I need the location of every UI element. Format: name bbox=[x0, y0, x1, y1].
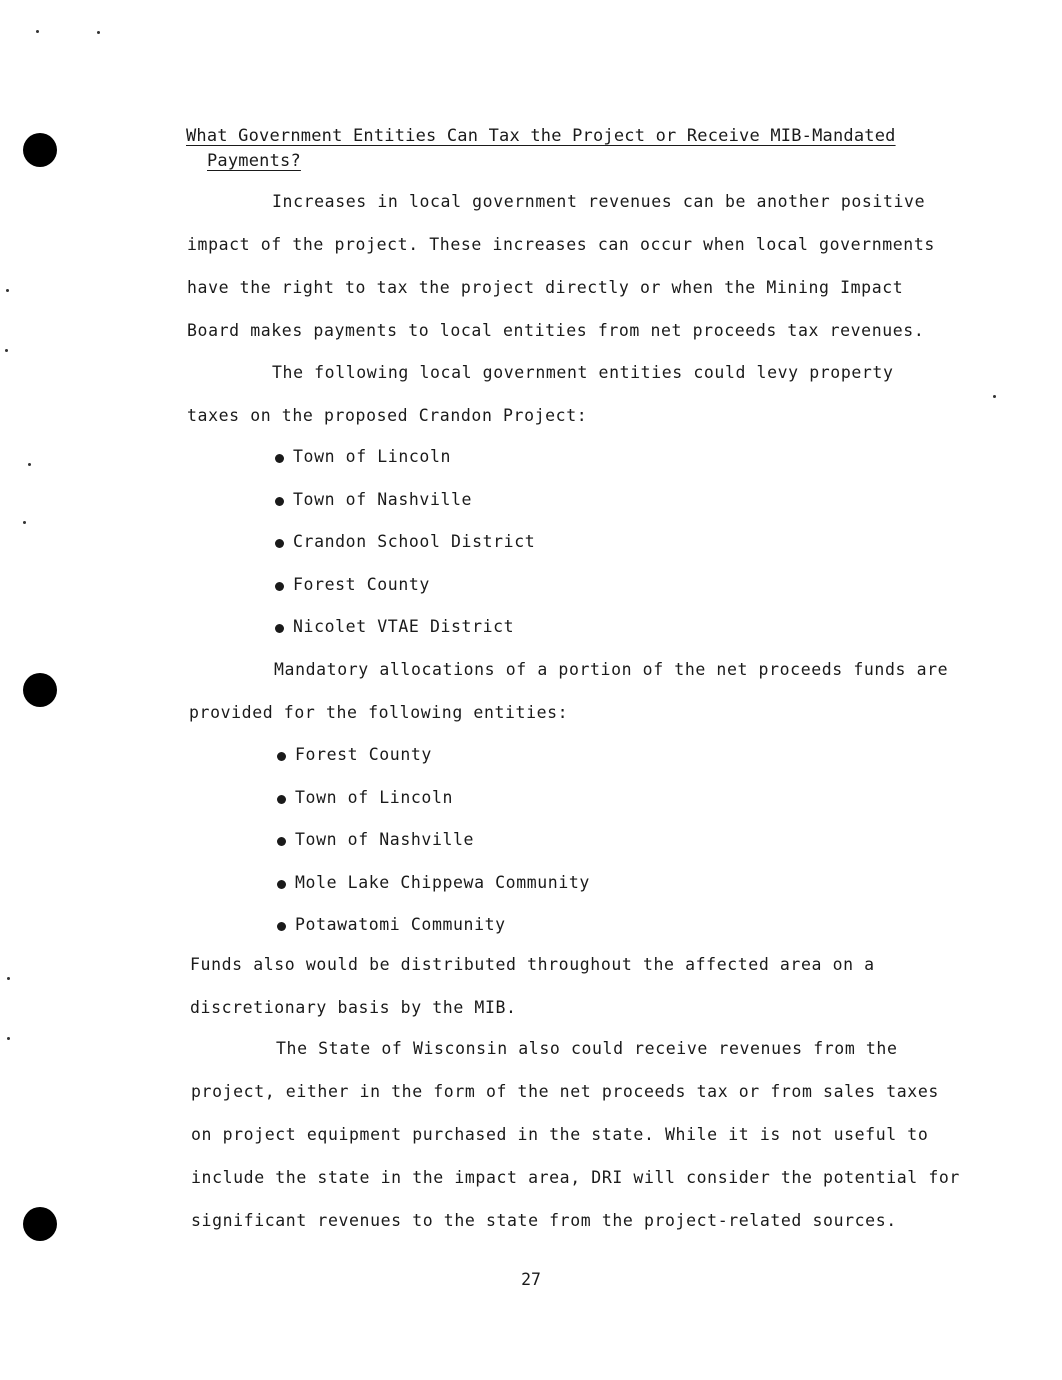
list-item: Town of Lincoln bbox=[273, 436, 535, 479]
text-line: taxes on the proposed Crandon Project: bbox=[187, 406, 588, 425]
scan-speck bbox=[6, 289, 9, 292]
scan-speck bbox=[5, 349, 8, 352]
text-line: provided for the following entities: bbox=[189, 703, 569, 722]
text-line: impact of the project. These increases can occur when local governments bbox=[187, 235, 935, 254]
section-heading-line-1: What Government Entities Can Tax the Project or Receive MIB-Mandated bbox=[186, 126, 896, 146]
scan-speck bbox=[23, 521, 26, 524]
paragraph-discretionary-funds bbox=[190, 943, 875, 1029]
text-line: on project equipment purchased in the state. While it is not useful to bbox=[191, 1125, 929, 1144]
list-item: Nicolet VTAE District bbox=[273, 606, 535, 649]
taxing-entities-list bbox=[273, 436, 535, 649]
paragraph-revenues bbox=[187, 180, 935, 352]
text-line: Board makes payments to local entities from net proceeds tax revenues. bbox=[187, 321, 925, 340]
punch-hole-middle bbox=[23, 673, 57, 707]
text-line: Mandatory allocations of a portion of the net proceeds funds are bbox=[274, 660, 949, 679]
list-item: Forest County bbox=[273, 564, 535, 607]
scan-speck bbox=[7, 1037, 10, 1040]
text-line: Increases in local government revenues can be another positive bbox=[272, 192, 926, 211]
paragraph-state-revenues bbox=[191, 1027, 960, 1242]
paragraph-mandatory-allocations bbox=[189, 648, 948, 734]
text-line: The State of Wisconsin also could receive revenues from the bbox=[276, 1039, 898, 1058]
section-heading-line-2: Payments? bbox=[207, 151, 301, 171]
punch-hole-bottom bbox=[23, 1207, 57, 1241]
list-item: Town of Lincoln bbox=[275, 777, 590, 820]
list-item: Mole Lake Chippewa Community bbox=[275, 862, 590, 905]
scan-speck bbox=[36, 30, 39, 33]
text-line: Funds also would be distributed throughout the affected area on a bbox=[190, 955, 875, 974]
list-item: Potawatomi Community bbox=[275, 904, 590, 947]
text-line: project, either in the form of the net proceeds tax or from sales taxes bbox=[191, 1082, 939, 1101]
allocation-entities-list bbox=[275, 734, 590, 947]
punch-hole-top bbox=[23, 133, 57, 167]
scan-speck bbox=[28, 463, 31, 466]
scan-speck bbox=[7, 977, 10, 980]
scan-speck bbox=[97, 31, 100, 34]
scan-speck bbox=[993, 395, 996, 398]
paragraph-taxing-entities bbox=[187, 351, 894, 437]
text-line: The following local government entities could levy property bbox=[272, 363, 894, 382]
section-heading bbox=[186, 124, 926, 174]
page-number: 27 bbox=[521, 1270, 541, 1289]
list-item: Crandon School District bbox=[273, 521, 535, 564]
text-line: discretionary basis by the MIB. bbox=[190, 998, 517, 1017]
text-line: have the right to tax the project directly or when the Mining Impact bbox=[187, 278, 904, 297]
list-item: Town of Nashville bbox=[275, 819, 590, 862]
list-item: Town of Nashville bbox=[273, 479, 535, 522]
text-line: significant revenues to the state from the project-related sources. bbox=[191, 1211, 897, 1230]
text-line: include the state in the impact area, DRI will consider the potential for bbox=[191, 1168, 960, 1187]
list-item: Forest County bbox=[275, 734, 590, 777]
